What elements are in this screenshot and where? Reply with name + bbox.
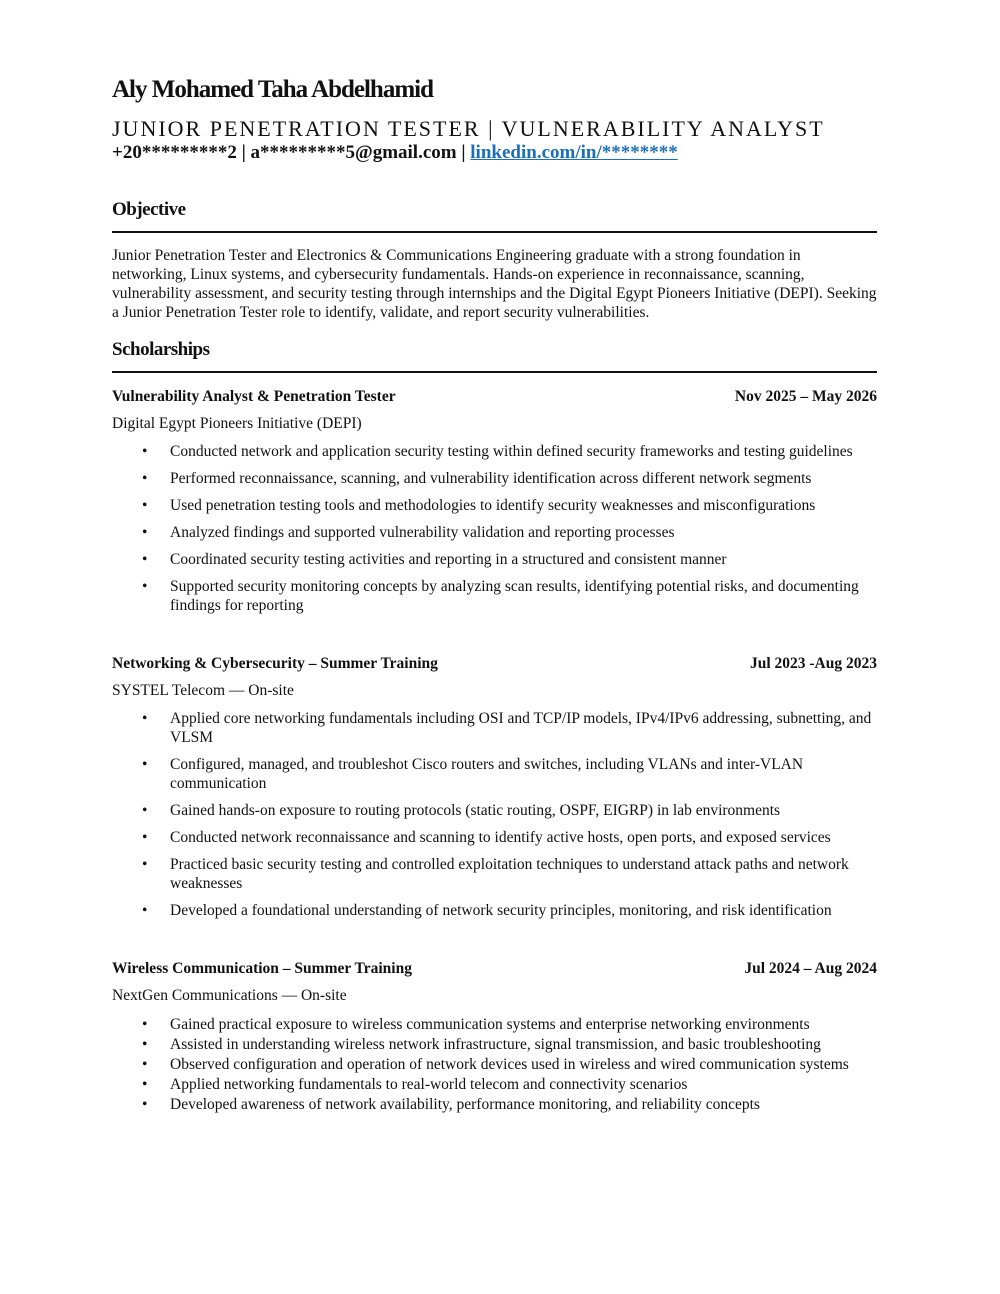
list-item <box>112 1055 877 1074</box>
entry-role: Networking & Cybersecurity – Summer Training <box>112 655 438 672</box>
bullet-text: Coordinated security testing activities and reporting in a structured and consistent manner <box>170 551 727 568</box>
email-address: a*********5@gmail.com <box>250 142 457 163</box>
bullet-icon: • <box>142 470 148 487</box>
bullet-text: Observed configuration and operation of network devices used in wireless and wired communication systems <box>170 1056 849 1073</box>
bullet-text: Gained practical exposure to wireless communication systems and enterprise networking environments <box>170 1016 810 1033</box>
section-title-objective: Objective <box>112 198 877 233</box>
bullet-text: Practiced basic security testing and controlled exploitation techniques to understand attack paths and network weaknesses <box>170 856 849 892</box>
bullet-text: Supported security monitoring concepts by analyzing scan results, identifying potential risks, and documenting findings for reporting <box>170 578 859 614</box>
entry-organization: NextGen Communications — On-site <box>112 987 347 1004</box>
list-item <box>112 550 877 569</box>
bullet-icon: • <box>142 1056 148 1073</box>
bullet-text: Developed a foundational understanding of network security principles, monitoring, and risk identification <box>170 902 832 919</box>
bullet-text: Conducted network reconnaissance and scanning to identify active hosts, open ports, and exposed services <box>170 829 831 846</box>
entry-header <box>112 387 877 407</box>
list-item <box>112 755 877 793</box>
bullet-text: Assisted in understanding wireless network infrastructure, signal transmission, and basic troubleshooting <box>170 1036 821 1053</box>
section-title-scholarships: Scholarships <box>112 338 877 373</box>
list-item <box>112 1035 877 1054</box>
list-item <box>112 523 877 542</box>
objective-text: Junior Penetration Tester and Electronics & Communications Engineering graduate with a strong foundation in networking, Linux systems, and cybersecurity fundamentals. Hands-on experience in reconnaissance, scanning, vulnerability assessment, and security testing through internships and the Digital Egypt Pioneers Initiative (DEPI). Seeking a Junior Penetration Tester role to identify, validate, and report security vulnerabilities. <box>112 247 877 321</box>
scholarships-section <box>112 338 877 1114</box>
bullet-icon: • <box>142 578 148 595</box>
list-item <box>112 855 877 893</box>
entry-dates: Jul 2023 -Aug 2023 <box>749 655 877 672</box>
bullet-icon: • <box>142 1096 148 1113</box>
entry-role: Vulnerability Analyst & Penetration Tester <box>112 388 396 405</box>
bullet-text: Gained hands-on exposure to routing protocols (static routing, OSPF, EIGRP) in lab environments <box>170 802 781 819</box>
bullet-icon: • <box>142 856 148 873</box>
bullet-icon: • <box>142 497 148 514</box>
entry-header <box>112 959 877 979</box>
bullet-text: Configured, managed, and troubleshot Cisco routers and switches, including VLANs and inter-VLAN communication <box>170 756 804 792</box>
bullet-icon: • <box>142 524 148 541</box>
bullet-icon: • <box>142 902 148 919</box>
professional-headline: JUNIOR PENETRATION TESTER | VULNERABILITY ANALYST <box>112 116 825 141</box>
bullet-icon: • <box>142 551 148 568</box>
linkedin-link[interactable]: linkedin.com/in/******** <box>470 142 678 163</box>
bullet-icon: • <box>142 756 148 773</box>
list-item <box>112 496 877 515</box>
bullet-icon: • <box>142 710 148 727</box>
objective-section <box>112 198 877 322</box>
bullet-text: Analyzed findings and supported vulnerability validation and reporting processes <box>170 524 675 541</box>
scholarship-entry <box>112 387 877 615</box>
list-item <box>112 442 877 461</box>
bullet-text: Performed reconnaissance, scanning, and vulnerability identification across different network segments <box>170 470 812 487</box>
bullet-icon: • <box>142 1016 148 1033</box>
bullet-text: Applied core networking fundamentals including OSI and TCP/IP models, IPv4/IPv6 addressing, subnetting, and VLSM <box>170 710 872 746</box>
list-item <box>112 801 877 820</box>
bullet-text: Applied networking fundamentals to real-world telecom and connectivity scenarios <box>170 1076 688 1093</box>
list-item <box>112 469 877 488</box>
list-item <box>112 828 877 847</box>
entry-organization: Digital Egypt Pioneers Initiative (DEPI) <box>112 415 362 432</box>
resume-header <box>112 72 877 164</box>
contact-separator: | <box>456 142 471 163</box>
bullet-text: Used penetration testing tools and methodologies to identify security weaknesses and misconfigurations <box>170 497 816 514</box>
entry-role: Wireless Communication – Summer Training <box>112 960 412 977</box>
bullet-icon: • <box>142 1036 148 1053</box>
entry-bullet-list <box>112 442 877 615</box>
entry-dates: Nov 2025 – May 2026 <box>734 388 877 405</box>
bullet-icon: • <box>142 802 148 819</box>
scholarship-entry <box>112 654 877 920</box>
entry-bullet-list <box>112 709 877 920</box>
contact-separator: | <box>236 142 251 163</box>
list-item <box>112 901 877 920</box>
entry-organization: SYSTEL Telecom — On-site <box>112 682 294 699</box>
list-item <box>112 577 877 615</box>
entry-header <box>112 654 877 674</box>
scholarship-entry <box>112 959 877 1114</box>
bullet-text: Developed awareness of network availability, performance monitoring, and reliability concepts <box>170 1096 760 1113</box>
bullet-icon: • <box>142 829 148 846</box>
entry-dates: Jul 2024 – Aug 2024 <box>744 960 877 977</box>
bullet-icon: • <box>142 1076 148 1093</box>
list-item <box>112 1095 877 1114</box>
list-item <box>112 1015 877 1034</box>
phone-number: +20*********2 <box>112 142 237 163</box>
list-item <box>112 1075 877 1094</box>
bullet-icon: • <box>142 443 148 460</box>
contact-line <box>112 142 877 164</box>
entry-bullet-list <box>112 1015 877 1114</box>
list-item <box>112 709 877 747</box>
resume-page <box>112 72 877 1114</box>
bullet-text: Conducted network and application security testing within defined security frameworks and testing guidelines <box>170 443 853 460</box>
candidate-name: Aly Mohamed Taha Abdelhamid <box>112 76 434 103</box>
